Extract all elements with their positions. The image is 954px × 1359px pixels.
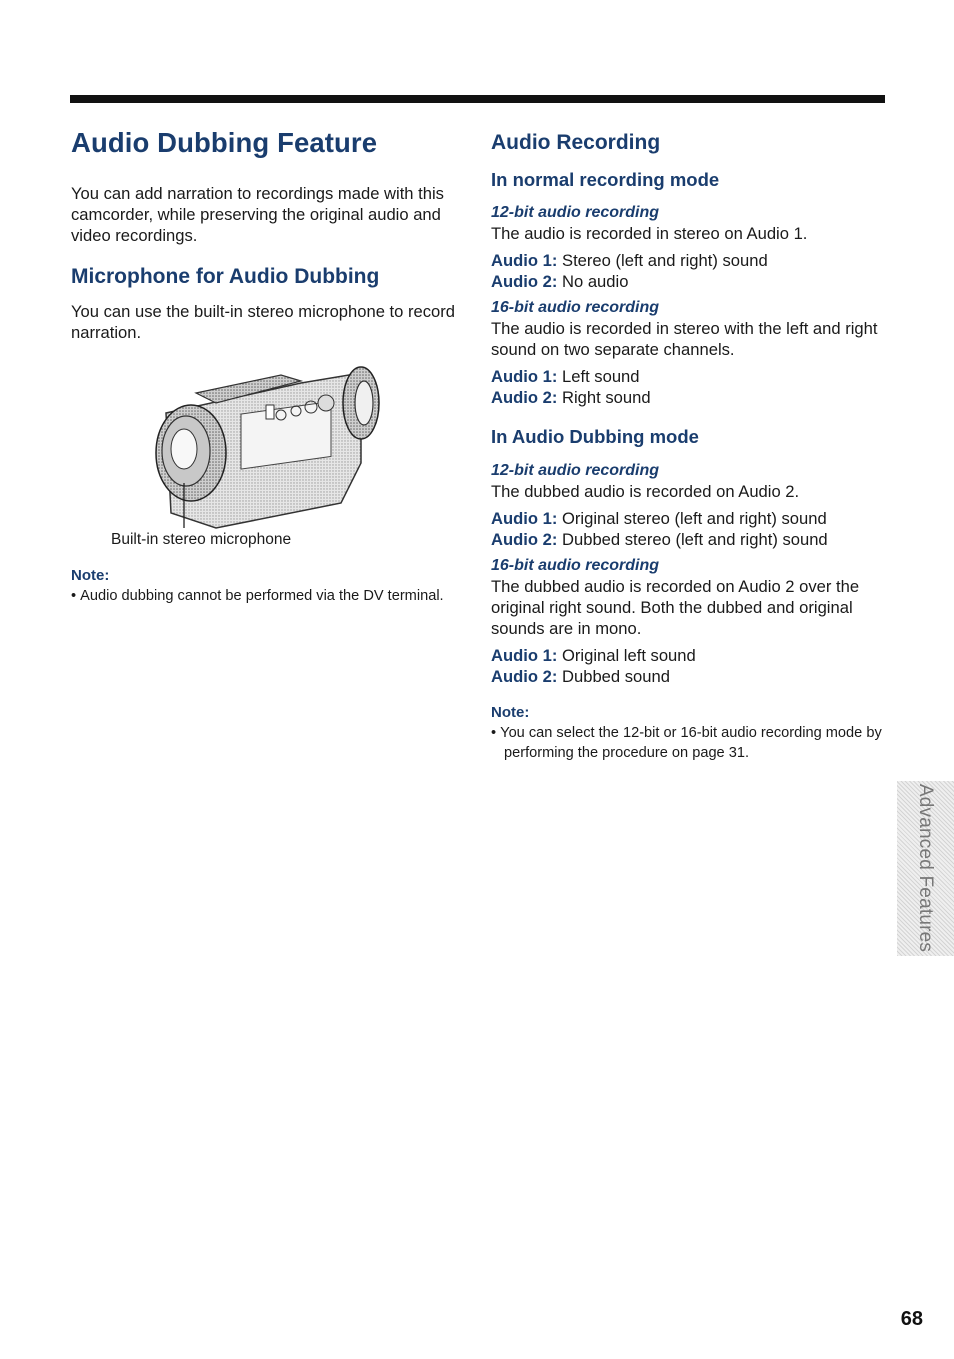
page-number: 68: [900, 1308, 923, 1330]
dubbing-16bit-title: 16-bit audio recording: [491, 556, 660, 574]
dubbing-12bit-audio1: Audio 1: Original stereo (left and right) sound: [491, 508, 827, 528]
right-note-title: Note:: [491, 703, 530, 721]
audio-recording-heading: Audio Recording: [491, 131, 661, 154]
section-tab-label: Advanced Features: [915, 783, 936, 953]
normal-16bit-audio2: Audio 2: Right sound: [491, 388, 651, 408]
camcorder-illustration: [71, 353, 466, 538]
normal-12bit-text: The audio is recorded in stereo on Audio 1.: [491, 224, 808, 244]
normal-mode-heading: In normal recording mode: [491, 169, 720, 191]
right-column: [491, 130, 891, 763]
section-tab: [897, 781, 954, 956]
left-column: [71, 126, 466, 606]
bullet-icon: •: [491, 724, 501, 741]
normal-12bit-title: 12-bit audio recording: [491, 204, 660, 222]
normal-12bit-audio1: Audio 1: Stereo (left and right) sound: [491, 251, 768, 271]
normal-16bit-audio1: Audio 1: Left sound: [491, 367, 640, 387]
dubbing-12bit-audio2: Audio 2: Dubbed stereo (left and right) sound: [491, 529, 828, 549]
dubbing-16bit-text: The dubbed audio is recorded on Audio 2 over the original right sound. Both the dubbed and original sounds are in mono.: [491, 576, 860, 638]
mic-heading: Microphone for Audio Dubbing: [71, 265, 380, 288]
page-title: Audio Dubbing Feature: [71, 127, 378, 158]
normal-12bit-audio2: Audio 2: No audio: [491, 272, 629, 292]
camcorder-icon: [71, 353, 466, 538]
dubbing-16bit-audio1: Audio 1: Original left sound: [491, 645, 696, 665]
dubbing-12bit-title: 12-bit audio recording: [491, 461, 660, 479]
left-note-title: Note:: [71, 567, 110, 585]
normal-16bit-text: The audio is recorded in stereo with the left and right sound on two separate channels.: [491, 319, 878, 360]
dubbing-mode-heading: In Audio Dubbing mode: [491, 426, 699, 448]
image-caption: Built-in stereo microphone: [111, 531, 292, 549]
top-rule: [70, 95, 885, 103]
intro-text: You can add narration to recordings made with this camcorder, while preserving the original audio and video recordings.: [71, 184, 444, 245]
right-note-item: • You can select the 12-bit or 16-bit audio recording mode by performing the procedure on page 31.: [491, 724, 882, 761]
normal-16bit-title: 16-bit audio recording: [491, 299, 660, 317]
mic-text: You can use the built-in stereo microphone to record narration.: [71, 302, 456, 343]
left-note-item: • Audio dubbing cannot be performed via the DV terminal.: [71, 588, 444, 605]
dubbing-16bit-audio2: Audio 2: Dubbed sound: [491, 666, 670, 686]
dubbing-12bit-text: The dubbed audio is recorded on Audio 2.: [491, 481, 800, 501]
bullet-icon: •: [71, 588, 81, 605]
